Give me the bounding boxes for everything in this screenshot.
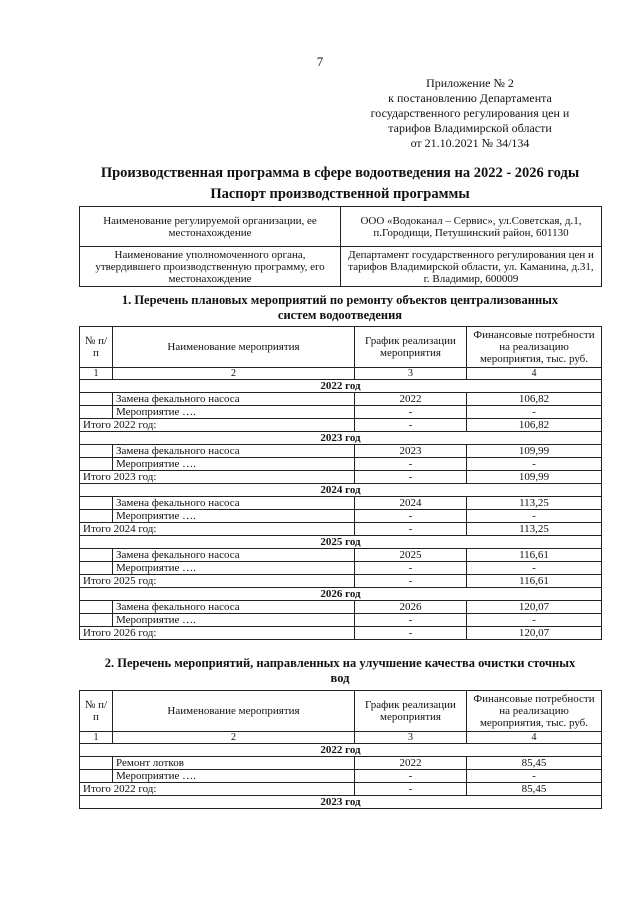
row-schedule: 2025 [355, 549, 467, 562]
total-row [80, 783, 602, 796]
row-number [80, 393, 113, 406]
row-cost: 120,07 [467, 601, 602, 614]
row-number [80, 497, 113, 510]
appendix-block [350, 76, 590, 151]
year-row [80, 380, 602, 393]
passport-row [80, 247, 602, 287]
row-name: Мероприятие …. [113, 510, 355, 523]
column-number: 1 [80, 732, 113, 744]
row-name: Замена фекального насоса [113, 445, 355, 458]
row-schedule: 2022 [355, 757, 467, 770]
total-label: Итого 2023 год: [80, 471, 355, 484]
row-cost: - [467, 406, 602, 419]
year-row [80, 796, 602, 809]
row-number [80, 562, 113, 575]
row-cost: - [467, 614, 602, 627]
header-cell-name: Наименование мероприятия [113, 327, 355, 368]
section2-title [70, 656, 610, 686]
table-row [80, 510, 602, 523]
table-row [80, 458, 602, 471]
header-row [80, 327, 602, 368]
row-number [80, 549, 113, 562]
column-number: 3 [355, 368, 467, 380]
total-cost: 85,45 [467, 783, 602, 796]
passport-row [80, 207, 602, 247]
row-schedule: - [355, 510, 467, 523]
header-cell-name: Наименование мероприятия [113, 691, 355, 732]
section1-title [70, 293, 610, 323]
year-heading: 2022 год [80, 380, 602, 393]
row-schedule: - [355, 614, 467, 627]
passport-value: ООО «Водоканал – Сервис», ул.Советская, д.1, п.Городищи, Петушинский район, 601130 [341, 207, 602, 247]
section1-title-line: 1. Перечень плановых мероприятий по ремонту объектов централизованных [121, 293, 559, 307]
column-number: 3 [355, 732, 467, 744]
table-row [80, 562, 602, 575]
row-number [80, 510, 113, 523]
passport-table [79, 206, 602, 287]
header-cell-schedule: График реализации мероприятия [355, 327, 467, 368]
column-number-row [80, 732, 602, 744]
row-cost: 113,25 [467, 497, 602, 510]
total-cost: 106,82 [467, 419, 602, 432]
row-name: Мероприятие …. [113, 614, 355, 627]
row-schedule: - [355, 458, 467, 471]
total-label: Итого 2022 год: [80, 783, 355, 796]
row-schedule: - [355, 406, 467, 419]
total-label: Итого 2026 год: [80, 627, 355, 640]
document-subtitle: Паспорт производственной программы [210, 186, 470, 202]
section2-table [79, 690, 602, 809]
total-row [80, 575, 602, 588]
section1-title-line: систем водоотведения [277, 308, 403, 322]
row-name: Мероприятие …. [113, 770, 355, 783]
total-row [80, 419, 602, 432]
row-schedule: - [355, 562, 467, 575]
table-row [80, 770, 602, 783]
section2-title-line: вод [330, 671, 350, 685]
year-heading: 2023 год [80, 432, 602, 445]
row-name: Мероприятие …. [113, 458, 355, 471]
total-label: Итого 2025 год: [80, 575, 355, 588]
total-row [80, 471, 602, 484]
total-schedule: - [355, 575, 467, 588]
row-schedule: 2022 [355, 393, 467, 406]
row-number [80, 601, 113, 614]
total-cost: 109,99 [467, 471, 602, 484]
header-cell-number: № п/п [80, 327, 113, 368]
row-cost: 106,82 [467, 393, 602, 406]
table-row [80, 614, 602, 627]
header-cell-schedule: График реализации мероприятия [355, 691, 467, 732]
row-number [80, 614, 113, 627]
total-cost: 120,07 [467, 627, 602, 640]
column-number: 2 [113, 368, 355, 380]
table-row [80, 497, 602, 510]
table-row [80, 406, 602, 419]
row-cost: 116,61 [467, 549, 602, 562]
appendix-line: государственного регулирования цен и [370, 106, 570, 120]
year-heading: 2022 год [80, 744, 602, 757]
row-cost: - [467, 510, 602, 523]
row-name: Замена фекального насоса [113, 601, 355, 614]
year-heading: 2025 год [80, 536, 602, 549]
header-cell-cost: Финансовые потребности на реализацию мероприятия, тыс. руб. [467, 691, 602, 732]
total-schedule: - [355, 471, 467, 484]
year-row [80, 588, 602, 601]
row-name: Замена фекального насоса [113, 549, 355, 562]
total-cost: 113,25 [467, 523, 602, 536]
column-number: 4 [467, 732, 602, 744]
year-row [80, 744, 602, 757]
year-heading: 2026 год [80, 588, 602, 601]
passport-value: Департамент государственного регулирования цен и тарифов Владимирской области, ул. Каманина, д.31, г. Владимир, 600009 [341, 247, 602, 287]
section2-title-line: 2. Перечень мероприятий, направленных на улучшение качества очистки сточных [104, 656, 576, 670]
total-label: Итого 2022 год: [80, 419, 355, 432]
row-cost: - [467, 458, 602, 471]
row-number [80, 757, 113, 770]
table-row [80, 757, 602, 770]
column-number-row [80, 368, 602, 380]
column-number: 4 [467, 368, 602, 380]
row-name: Мероприятие …. [113, 406, 355, 419]
appendix-line: от 21.10.2021 № 34/134 [410, 136, 530, 150]
total-row [80, 523, 602, 536]
row-name: Замена фекального насоса [113, 393, 355, 406]
header-cell-number: № п/п [80, 691, 113, 732]
row-number [80, 406, 113, 419]
total-cost: 116,61 [467, 575, 602, 588]
passport-label: Наименование уполномоченного органа, утвердившего производственную программу, его местонахождение [80, 247, 341, 287]
row-number [80, 770, 113, 783]
table-row [80, 445, 602, 458]
appendix-line: Приложение № 2 [426, 76, 514, 90]
header-row [80, 691, 602, 732]
passport-label: Наименование регулируемой организации, ее местонахождение [80, 207, 341, 247]
page-number: 7 [316, 54, 324, 69]
row-name: Ремонт лотков [113, 757, 355, 770]
total-row [80, 627, 602, 640]
row-name: Мероприятие …. [113, 562, 355, 575]
row-schedule: 2026 [355, 601, 467, 614]
row-number [80, 458, 113, 471]
total-schedule: - [355, 783, 467, 796]
total-schedule: - [355, 627, 467, 640]
year-heading: 2024 год [80, 484, 602, 497]
year-heading: 2023 год [80, 796, 602, 809]
total-label: Итого 2024 год: [80, 523, 355, 536]
column-number: 2 [113, 732, 355, 744]
row-name: Замена фекального насоса [113, 497, 355, 510]
table-row [80, 601, 602, 614]
row-number [80, 445, 113, 458]
row-schedule: - [355, 770, 467, 783]
document-title: Производственная программа в сфере водоотведения на 2022 - 2026 годы [100, 165, 580, 181]
row-cost: 85,45 [467, 757, 602, 770]
total-schedule: - [355, 523, 467, 536]
header-cell-cost: Финансовые потребности на реализацию мероприятия, тыс. руб. [467, 327, 602, 368]
section1-table [79, 326, 602, 640]
year-row [80, 432, 602, 445]
table-row [80, 393, 602, 406]
appendix-line: тарифов Владимирской области [388, 121, 552, 135]
row-schedule: 2023 [355, 445, 467, 458]
year-row [80, 484, 602, 497]
row-cost: - [467, 770, 602, 783]
row-cost: 109,99 [467, 445, 602, 458]
total-schedule: - [355, 419, 467, 432]
column-number: 1 [80, 368, 113, 380]
appendix-line: к постановлению Департамента [388, 91, 552, 105]
row-cost: - [467, 562, 602, 575]
year-row [80, 536, 602, 549]
table-row [80, 549, 602, 562]
row-schedule: 2024 [355, 497, 467, 510]
